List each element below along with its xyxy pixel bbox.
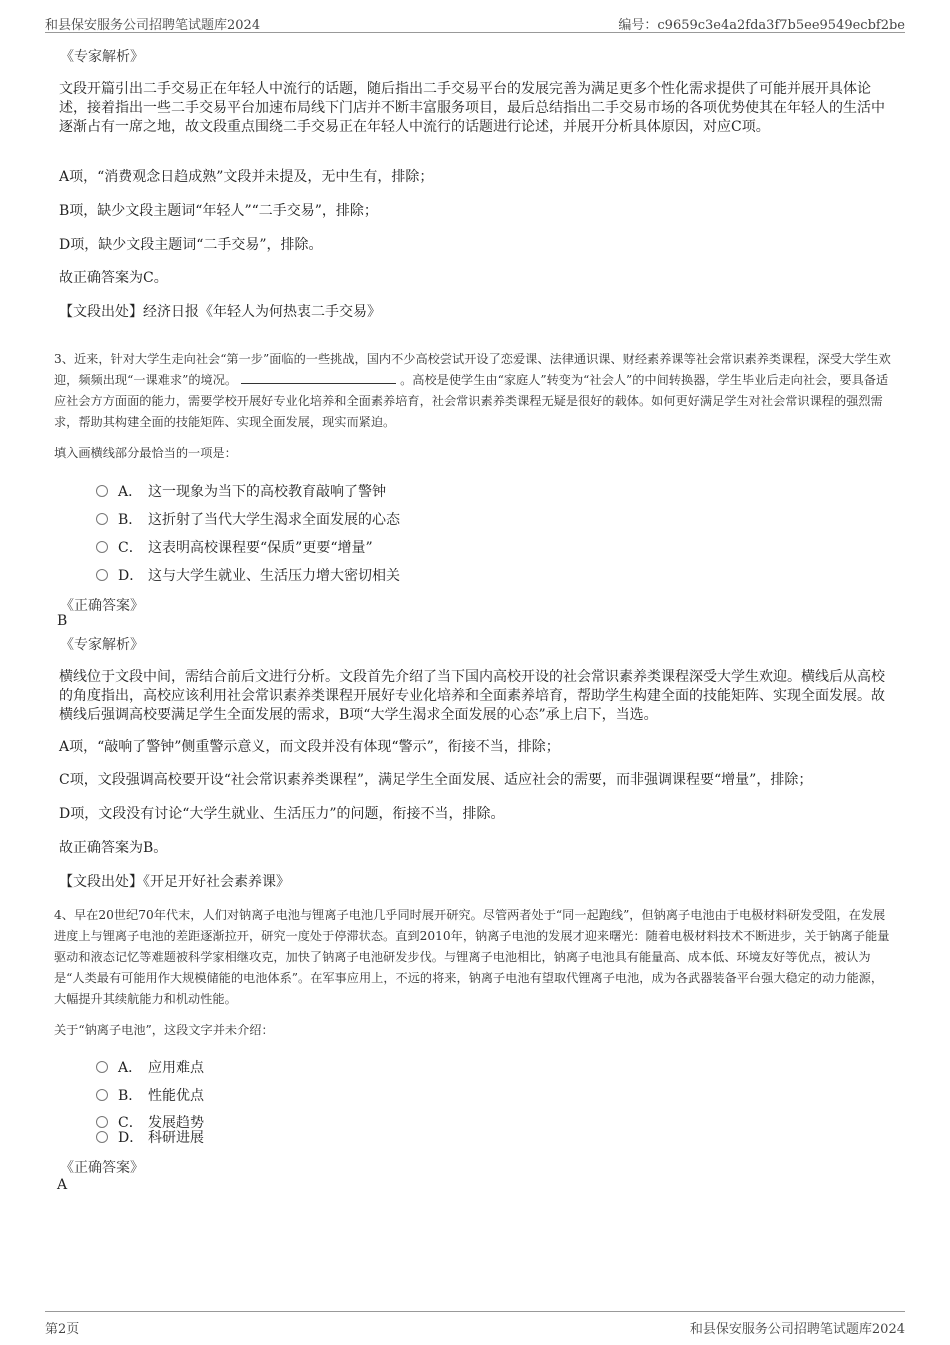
- option-text: 发展趋势: [148, 1115, 204, 1131]
- q3-stem-after: 。高校是使学生由“家庭人”转变为“社会人”的中间转换器，学生毕业后走向社会，要具备适应社会方方面面的能力，需要学校开展好专业化培养和全面素养培育，社会常识素养类课程无疑是很好的载体。如何更好满足学生对社会常识课程的强烈需求，帮助其构建全面的技能矩阵、实现全面发展，现实而紧迫。: [54, 373, 889, 429]
- header-title: 和县保安服务公司招聘笔试题库2024: [45, 18, 261, 33]
- q3-option-d-note: D项，文段没有讨论“大学生就业、生活压力”的问题，衔接不当，排除。: [59, 806, 505, 822]
- q3-analysis-label: 《专家解析》: [60, 637, 144, 653]
- page-header: [45, 10, 905, 33]
- q3-blank-line: [241, 371, 396, 384]
- q3-stem: [54, 349, 894, 433]
- q4-stem: 4、早在20世纪70年代末，人们对钠离子电池与锂离子电池几乎同时展开研究。尽管两者处于“同一起跑线”，但钠离子电池由于电极材料研发受阻，在发展进度上与锂离子电池的差距逐渐拉开，研究一度处于停滞状态。直到2010年，钠离子电池的发展才迎来曙光：随着电极材料技术不断进步，关于钠离子能量驱动和液态记忆等难题被科学家相继攻克，加快了钠离子电池研发步伐。与锂离子电池相比，钠离子电池具有能量高、成本低、环境友好等优点，被认为是“人类最有可能用作大规模储能的电池体系”。在军事应用上，不远的将来，钠离子电池有望取代锂离子电池，成为各武器装备平台强大稳定的动力能源，大幅提升其续航能力和机动性能。: [54, 908, 890, 1006]
- option-text: 应用难点: [148, 1060, 204, 1076]
- radio-button-icon[interactable]: [96, 541, 108, 553]
- q3-option-b[interactable]: [96, 509, 400, 529]
- q3-option-a-note: A项，“敲响了警钟”侧重警示意义，而文段并没有体现“警示”，衔接不当，排除；: [59, 739, 560, 755]
- option-text: 这表明高校课程要“保质”更要“增量”: [148, 540, 373, 556]
- q4-prompt: 关于“钠离子电池”，这段文字并未介绍：: [54, 1023, 274, 1037]
- q2-analysis-label: 《专家解析》: [60, 49, 144, 65]
- q4-answer: A: [57, 1177, 68, 1193]
- radio-button-icon[interactable]: [96, 485, 108, 497]
- radio-button-icon[interactable]: [96, 1089, 108, 1101]
- footer-title: 和县保安服务公司招聘笔试题库2024: [689, 1322, 905, 1337]
- q4-option-d[interactable]: [96, 1127, 204, 1147]
- q3-source: 【文段出处】《开足开好社会素养课》: [59, 874, 290, 890]
- option-letter: A．: [118, 1060, 143, 1076]
- radio-button-icon[interactable]: [96, 1061, 108, 1073]
- q2-analysis: 文段开篇引出二手交易正在年轻人中流行的话题，随后指出二手交易平台的发展完善为满足更多个性化需求提供了可能并展开具体论述，接着指出一些二手交易平台加速布局线下门店并不断丰富服务项目，最后总结指出二手交易市场的各项优势使其在年轻人的生活中逐渐占有一席之地，故文段重点围绕二手交易正在年轻人中流行的话题进行论述，并展开分析具体原因，对应C项。: [59, 81, 885, 135]
- option-letter: D．: [118, 568, 144, 584]
- radio-button-icon[interactable]: [96, 569, 108, 581]
- q2-option-a-note: A项，“消费观念日趋成熟”文段并未提及，无中生有，排除；: [59, 169, 434, 185]
- option-text: 这一现象为当下的高校教育敲响了警钟: [148, 484, 386, 500]
- q3-prompt: 填入画横线部分最恰当的一项是：: [54, 446, 237, 460]
- q4-answer-label: 《正确答案》: [60, 1160, 144, 1176]
- q2-conclusion: 故正确答案为C。: [59, 270, 168, 286]
- q3-conclusion: 故正确答案为B。: [59, 840, 168, 856]
- option-letter: C．: [118, 1115, 143, 1131]
- q3-option-c-note: C项，文段强调高校要开设“社会常识素养类课程”，满足学生全面发展、适应社会的需要，而非强调课程要“增量”，排除；: [59, 772, 813, 788]
- q4-option-b[interactable]: [96, 1085, 204, 1105]
- radio-button-icon[interactable]: [96, 1131, 108, 1143]
- q3-answer: B: [57, 613, 68, 629]
- q3-answer-label: 《正确答案》: [60, 598, 144, 614]
- option-letter: C．: [118, 540, 143, 556]
- option-text: 性能优点: [148, 1088, 204, 1104]
- option-letter: B．: [118, 512, 143, 528]
- option-letter: B．: [118, 1088, 143, 1104]
- footer-page-number: 第2页: [45, 1322, 80, 1337]
- q4-option-a[interactable]: [96, 1057, 204, 1077]
- header-doc-id: 编号：c9659c3e4a2fda3f7b5ee9549ecbf2be: [618, 18, 905, 33]
- option-text: 这折射了当代大学生渴求全面发展的心态: [148, 512, 400, 528]
- q3-analysis: 横线位于文段中间，需结合前后文进行分析。文段首先介绍了当下国内高校开设的社会常识素养类课程深受大学生欢迎。横线后从高校的角度指出，高校应该利用社会常识素养类课程开展好专业化培养和全面素养培育，帮助学生构建全面的技能矩阵、实现全面发展。故横线后强调高校要满足学生全面发展的需求，B项“大学生渴求全面发展的心态”承上启下，当选。: [59, 669, 885, 723]
- option-letter: A．: [118, 484, 143, 500]
- option-letter: D．: [118, 1130, 144, 1146]
- q2-option-d-note: D项，缺少文段主题词“二手交易”，排除。: [59, 237, 323, 253]
- page-footer: [45, 1311, 905, 1336]
- q3-stem-before: 3、近来，针对大学生走向社会“第一步”面临的一些挑战，国内不少高校尝试开设了恋爱课、法律通识课、财经素养课等社会常识素养类课程，深受大学生欢迎，频频出现“一课难求”的境况。: [54, 352, 891, 387]
- q3-option-c[interactable]: [96, 537, 373, 557]
- q2-option-b-note: B项，缺少文段主题词“年轻人”“二手交易”，排除；: [59, 203, 378, 219]
- radio-button-icon[interactable]: [96, 513, 108, 525]
- option-text: 这与大学生就业、生活压力增大密切相关: [148, 568, 400, 584]
- q3-option-a[interactable]: [96, 481, 386, 501]
- q3-option-d[interactable]: [96, 565, 400, 585]
- q2-source: 【文段出处】经济日报《年轻人为何热衷二手交易》: [59, 304, 381, 320]
- option-text: 科研进展: [148, 1130, 204, 1146]
